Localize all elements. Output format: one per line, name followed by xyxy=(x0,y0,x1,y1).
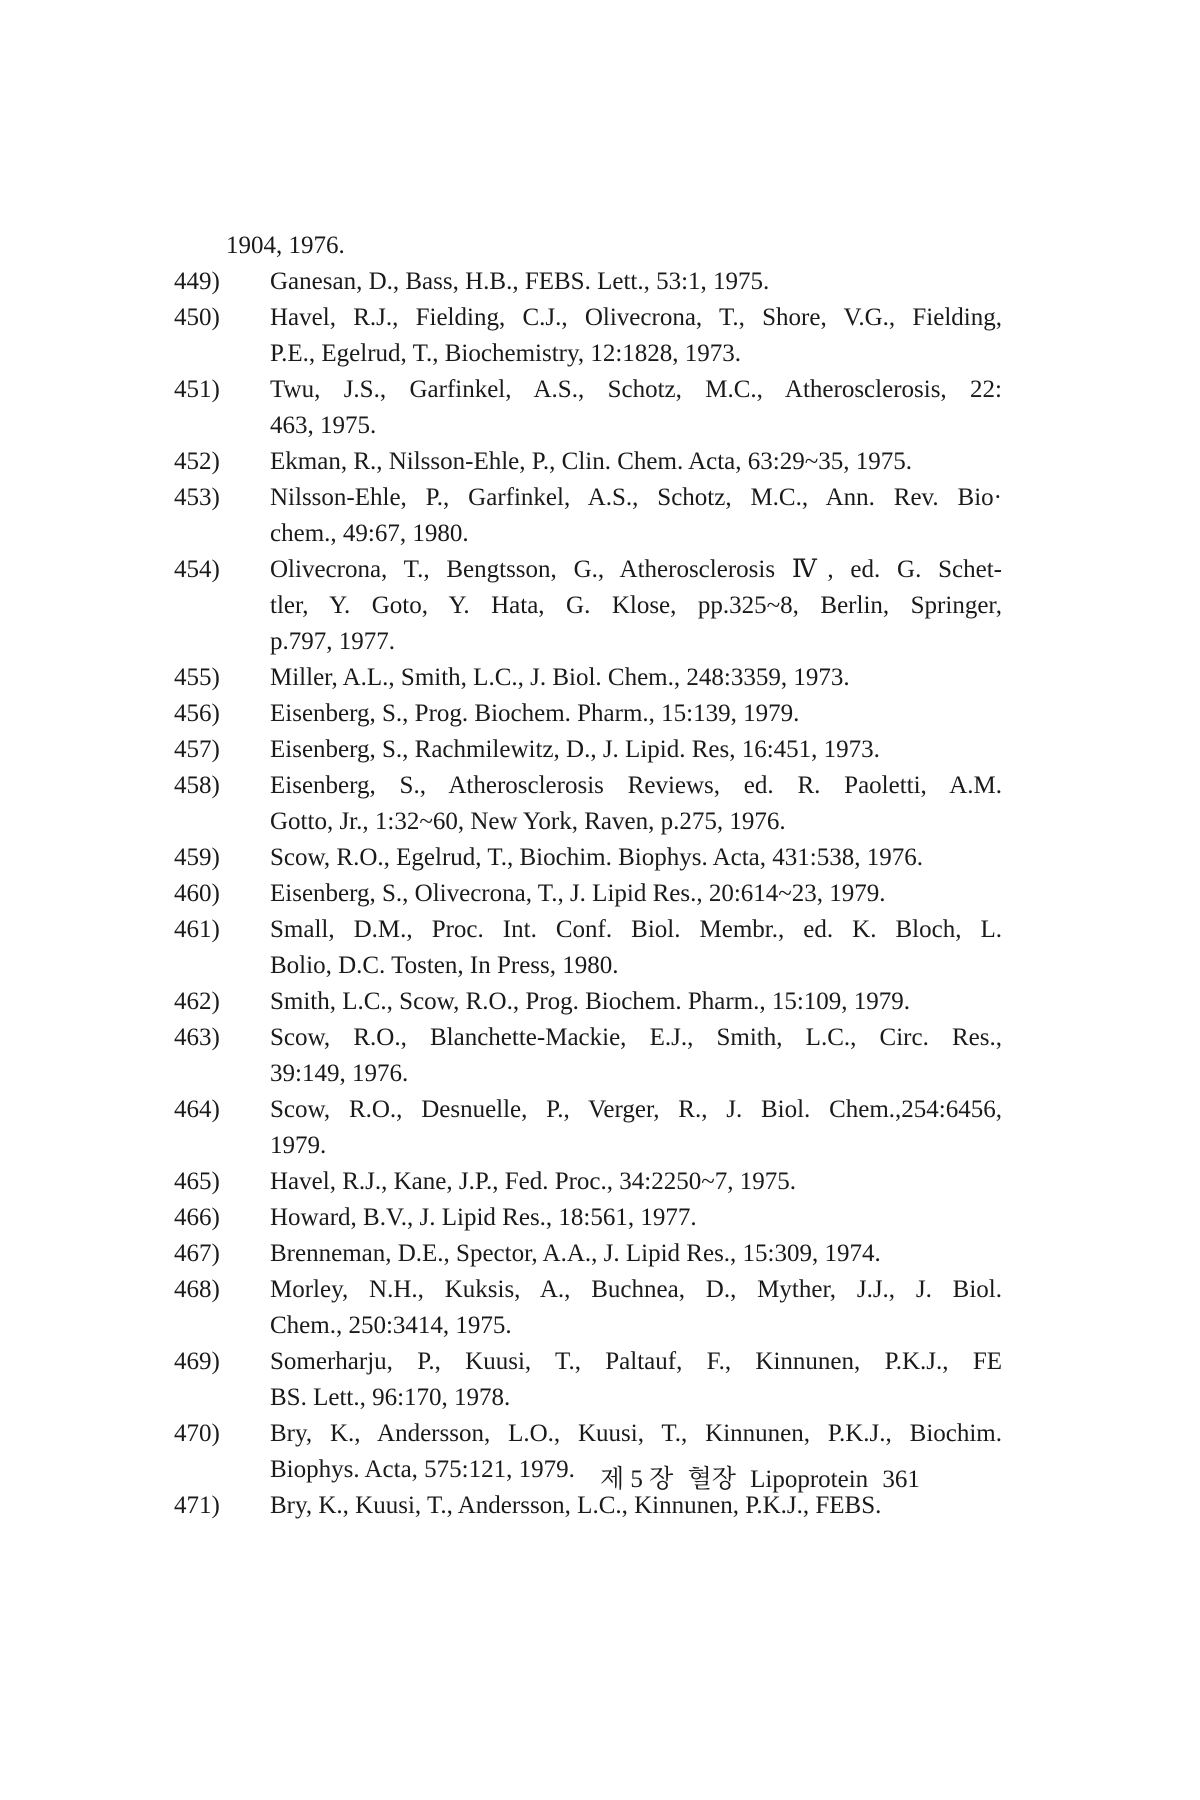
reference-line: Bolio, D.C. Tosten, In Press, 1980. xyxy=(270,952,619,979)
reference-number: 460) xyxy=(174,880,220,907)
reference-line: Miller, A.L., Smith, L.C., J. Biol. Chem., 248:3359, 1973. xyxy=(270,664,850,691)
reference-number: 456) xyxy=(174,700,220,727)
reference-entry xyxy=(174,876,1002,912)
reference-line: Nilsson-Ehle, P., Garfinkel, A.S., Schotz, M.C., Ann. Rev. Bio· xyxy=(270,484,1002,511)
reference-entry xyxy=(174,1344,1002,1416)
reference-line: chem., 49:67, 1980. xyxy=(270,520,469,547)
footer-title-english: Lipoprotein xyxy=(750,1466,869,1493)
reference-number: 467) xyxy=(174,1240,220,1267)
reference-number: 450) xyxy=(174,304,220,331)
reference-continuation xyxy=(226,228,1002,264)
reference-line: Small, D.M., Proc. Int. Conf. Biol. Membr., ed. K. Bloch, L. xyxy=(270,916,1002,943)
reference-entry xyxy=(174,660,1002,696)
reference-line: Eisenberg, S., Rachmilewitz, D., J. Lipid. Res, 16:451, 1973. xyxy=(270,736,880,763)
reference-entry xyxy=(174,840,1002,876)
reference-entry xyxy=(174,912,1002,984)
reference-entries xyxy=(174,264,1002,1524)
reference-number: 449) xyxy=(174,268,220,295)
reference-entry xyxy=(174,372,1002,444)
reference-number: 470) xyxy=(174,1420,220,1447)
reference-number: 461) xyxy=(174,916,220,943)
reference-number: 455) xyxy=(174,664,220,691)
reference-number: 471) xyxy=(174,1492,220,1519)
reference-line: 463, 1975. xyxy=(270,412,377,439)
reference-number: 466) xyxy=(174,1204,220,1231)
reference-number: 463) xyxy=(174,1024,220,1051)
reference-entry xyxy=(174,768,1002,840)
reference-line: Biophys. Acta, 575:121, 1979. xyxy=(270,1456,575,1483)
reference-line: Scow, R.O., Blanchette-Mackie, E.J., Smith, L.C., Circ. Res., xyxy=(270,1024,1002,1051)
reference-entry xyxy=(174,300,1002,372)
reference-entry xyxy=(174,1236,1002,1272)
reference-entry xyxy=(174,552,1002,660)
reference-line: Scow, R.O., Desnuelle, P., Verger, R., J. Biol. Chem.,254:6456, xyxy=(270,1096,1002,1123)
reference-line: Smith, L.C., Scow, R.O., Prog. Biochem. Pharm., 15:109, 1979. xyxy=(270,988,911,1015)
reference-line: Chem., 250:3414, 1975. xyxy=(270,1312,512,1339)
reference-entry xyxy=(174,480,1002,552)
reference-entry xyxy=(174,264,1002,300)
reference-line: Ekman, R., Nilsson-Ehle, P., Clin. Chem. Acta, 63:29~35, 1975. xyxy=(270,448,912,475)
reference-line: Havel, R.J., Fielding, C.J., Olivecrona, T., Shore, V.G., Fielding, xyxy=(270,304,1002,331)
reference-number: 454) xyxy=(174,556,220,583)
reference-number: 457) xyxy=(174,736,220,763)
reference-entry xyxy=(174,732,1002,768)
page-footer xyxy=(600,1462,1000,1498)
reference-line: Eisenberg, S., Olivecrona, T., J. Lipid Res., 20:614~23, 1979. xyxy=(270,880,886,907)
reference-line: Scow, R.O., Egelrud, T., Biochim. Biophys. Acta, 431:538, 1976. xyxy=(270,844,923,871)
reference-line: Olivecrona, T., Bengtsson, G., Atherosclerosis Ⅳ, ed. G. Schet- xyxy=(270,556,1002,583)
reference-number: 462) xyxy=(174,988,220,1015)
reference-entry xyxy=(174,444,1002,480)
reference-number: 459) xyxy=(174,844,220,871)
footer-chapter: 제 5 장 xyxy=(600,1466,674,1493)
reference-line: 1904, 1976. xyxy=(226,232,345,259)
reference-line: Somerharju, P., Kuusi, T., Paltauf, F., Kinnunen, P.K.J., FE xyxy=(270,1348,1002,1375)
reference-line: Morley, N.H., Kuksis, A., Buchnea, D., Myther, J.J., J. Biol. xyxy=(270,1276,1002,1303)
reference-line: Bry, K., Andersson, L.O., Kuusi, T., Kinnunen, P.K.J., Biochim. xyxy=(270,1420,1002,1447)
footer-title-korean: 혈장 xyxy=(687,1466,736,1493)
page-number: 361 xyxy=(882,1466,920,1493)
reference-number: 452) xyxy=(174,448,220,475)
reference-line: Howard, B.V., J. Lipid Res., 18:561, 1977. xyxy=(270,1204,697,1231)
reference-entry xyxy=(174,1092,1002,1164)
reference-number: 451) xyxy=(174,376,220,403)
reference-line: Havel, R.J., Kane, J.P., Fed. Proc., 34:2250~7, 1975. xyxy=(270,1168,797,1195)
reference-line: Brenneman, D.E., Spector, A.A., J. Lipid Res., 15:309, 1974. xyxy=(270,1240,881,1267)
reference-entry xyxy=(174,696,1002,732)
reference-line: Bry, K., Kuusi, T., Andersson, L.C., Kinnunen, P.K.J., FEBS. xyxy=(270,1492,882,1519)
reference-line: Gotto, Jr., 1:32~60, New York, Raven, p.275, 1976. xyxy=(270,808,786,835)
reference-list xyxy=(174,228,1002,1524)
reference-line: 39:149, 1976. xyxy=(270,1060,409,1087)
reference-line: p.797, 1977. xyxy=(270,628,395,655)
reference-line: tler, Y. Goto, Y. Hata, G. Klose, pp.325~8, Berlin, Springer, xyxy=(270,592,1002,619)
reference-number: 464) xyxy=(174,1096,220,1123)
reference-line: Eisenberg, S., Prog. Biochem. Pharm., 15:139, 1979. xyxy=(270,700,800,727)
reference-line: Ganesan, D., Bass, H.B., FEBS. Lett., 53:1, 1975. xyxy=(270,268,770,295)
reference-entry xyxy=(174,984,1002,1020)
reference-line: Eisenberg, S., Atherosclerosis Reviews, ed. R. Paoletti, A.M. xyxy=(270,772,1002,799)
reference-line: Twu, J.S., Garfinkel, A.S., Schotz, M.C., Atherosclerosis, 22: xyxy=(270,376,1002,403)
reference-entry xyxy=(174,1164,1002,1200)
reference-line: P.E., Egelrud, T., Biochemistry, 12:1828, 1973. xyxy=(270,340,742,367)
reference-number: 465) xyxy=(174,1168,220,1195)
reference-number: 453) xyxy=(174,484,220,511)
reference-line: 1979. xyxy=(270,1132,327,1159)
reference-entry xyxy=(174,1020,1002,1092)
reference-entry xyxy=(174,1200,1002,1236)
reference-number: 469) xyxy=(174,1348,220,1375)
reference-line: BS. Lett., 96:170, 1978. xyxy=(270,1384,511,1411)
reference-number: 458) xyxy=(174,772,220,799)
reference-entry xyxy=(174,1272,1002,1344)
reference-number: 468) xyxy=(174,1276,220,1303)
